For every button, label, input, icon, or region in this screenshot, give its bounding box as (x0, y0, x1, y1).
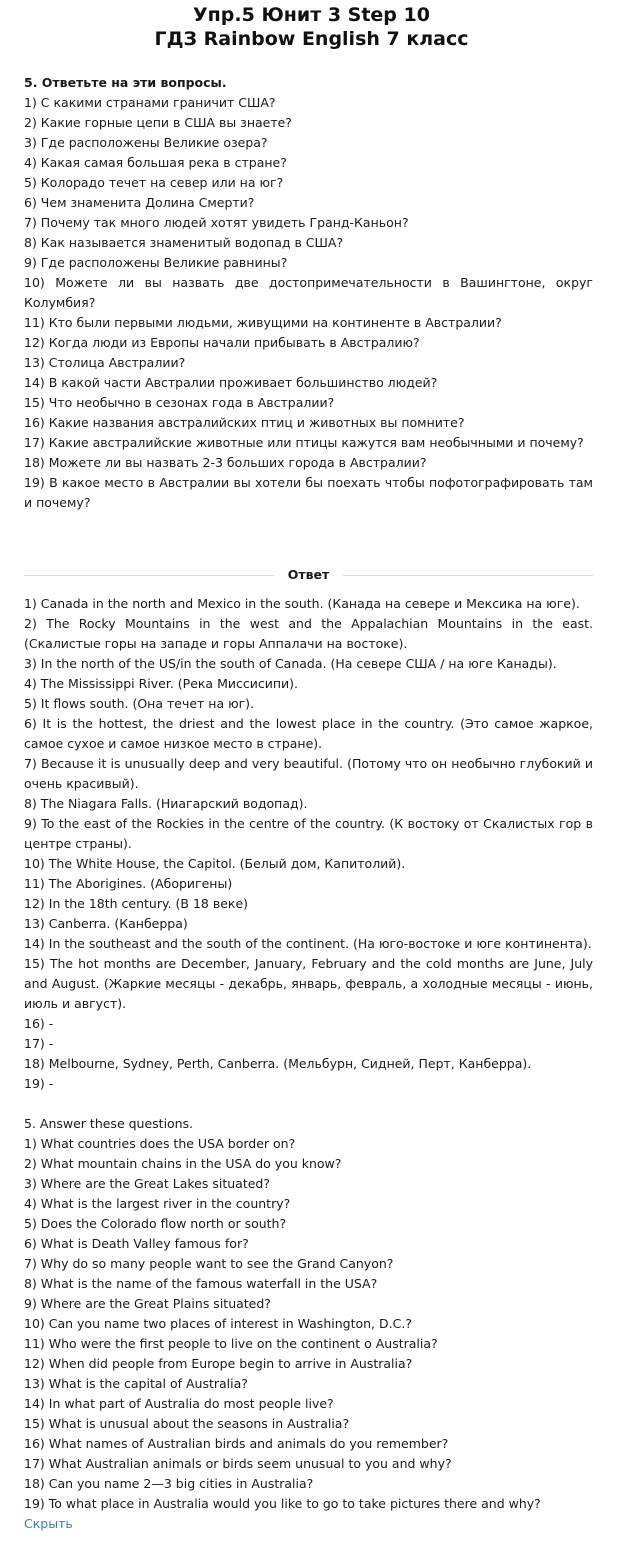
question-en: 16) What names of Australian birds and animals do you remember? (24, 1436, 449, 1451)
answer-item: 18) Melbourne, Sydney, Perth, Canberra. (Мельбурн, Сидней, Перт, Канберра). (24, 1056, 532, 1071)
question-en: 12) When did people from Europe begin to arrive in Australia? (24, 1356, 413, 1371)
answer-item: 12) In the 18th century. (В 18 веке) (24, 896, 249, 911)
answer-item: 13) Canberra. (Канберра) (24, 916, 188, 931)
question-ru: 9) Где расположены Великие равнины? (24, 255, 288, 270)
question-ru: 12) Когда люди из Европы начали прибывать в Австралию? (24, 335, 420, 350)
answer-item: 2) The Rocky Mountains in the west and the Appalachian Mountains in the east. (Скалистые горы на западе и горы Аппалачи на востоке). (24, 616, 593, 651)
question-en: 18) Can you name 2—3 big cities in Australia? (24, 1476, 314, 1491)
question-en: 6) What is Death Valley famous for? (24, 1236, 249, 1251)
question-ru: 18) Можете ли вы назвать 2-3 больших города в Австралии? (24, 455, 427, 470)
answer-item: 6) It is the hottest, the driest and the lowest place in the country. (Это самое жаркое, самое сухое и самое низкое место в стране). (24, 716, 593, 751)
answer-list (24, 594, 593, 1094)
question-en: 10) Can you name two places of interest in Washington, D.C.? (24, 1316, 412, 1331)
page-title-line-1: Упр.5 Юнит 3 Step 10 (193, 4, 430, 26)
answer-item: 19) - (24, 1076, 54, 1091)
divider-line-right (343, 575, 593, 576)
question-ru: 4) Какая самая большая река в стране? (24, 155, 287, 170)
task-ru (24, 73, 593, 513)
question-ru: 16) Какие названия австралийских птиц и животных вы помните? (24, 415, 465, 430)
question-en: 15) What is unusual about the seasons in Australia? (24, 1416, 350, 1431)
question-ru: 5) Колорадо течет на север или на юг? (24, 175, 284, 190)
answer-item: 4) The Mississippi River. (Река Миссисипи). (24, 676, 298, 691)
question-ru: 11) Кто были первыми людьми, живущими на континенте в Австралии? (24, 315, 502, 330)
answer-item: 15) The hot months are December, January, February and the cold months are June, July and August. (Жаркие месяцы - декабрь, январь, февраль, а холодные месяцы - июнь, июль и август). (24, 956, 593, 1011)
answer-item: 8) The Niagara Falls. (Ниагарский водопад). (24, 796, 308, 811)
answer-divider (24, 565, 593, 585)
question-en: 4) What is the largest river in the country? (24, 1196, 291, 1211)
question-ru: 8) Как называется знаменитый водопад в США? (24, 235, 344, 250)
answer-item: 14) In the southeast and the south of the continent. (На юго-востоке и юге континента). (24, 936, 592, 951)
question-ru: 19) В какое место в Австралии вы хотели бы поехать чтобы пофотографировать там и почему? (24, 475, 593, 510)
question-ru: 2) Какие горные цепи в США вы знаете? (24, 115, 292, 130)
question-ru: 1) С какими странами граничит США? (24, 95, 276, 110)
answer-item: 9) To the east of the Rockies in the centre of the country. (К востоку от Скалистых гор в центре страны). (24, 816, 593, 851)
question-en: 1) What countries does the USA border on? (24, 1136, 296, 1151)
question-ru: 6) Чем знаменита Долина Смерти? (24, 195, 255, 210)
question-en: 3) Where are the Great Lakes situated? (24, 1176, 270, 1191)
answer-label: Ответ (287, 567, 330, 582)
question-ru: 14) В какой части Австралии проживает большинство людей? (24, 375, 438, 390)
question-en: 8) What is the name of the famous waterfall in the USA? (24, 1276, 378, 1291)
task-en-heading: 5. Answer these questions. (24, 1116, 194, 1131)
question-en: 9) Where are the Great Plains situated? (24, 1296, 271, 1311)
answer-item: 3) In the north of the US/in the south of Canada. (На севере США / на юге Канады). (24, 656, 557, 671)
task-en (24, 1114, 593, 1514)
question-en: 14) In what part of Australia do most people live? (24, 1396, 334, 1411)
content (24, 73, 593, 1534)
question-ru: 10) Можете ли вы назвать две достопримечательности в Вашингтоне, округ Колумбия? (24, 275, 593, 310)
answer-item: 16) - (24, 1016, 54, 1031)
question-en: 2) What mountain chains in the USA do you know? (24, 1156, 342, 1171)
question-en: 13) What is the capital of Australia? (24, 1376, 248, 1391)
page-title-line-2: ГДЗ Rainbow English 7 класс (154, 28, 469, 50)
question-ru: 17) Какие австралийские животные или птицы кажутся вам необычными и почему? (24, 435, 584, 450)
answer-item: 5) It flows south. (Она течет на юг). (24, 696, 255, 711)
question-ru: 15) Что необычно в сезонах года в Австралии? (24, 395, 335, 410)
question-en: 19) To what place in Australia would you like to go to take pictures there and why? (24, 1496, 541, 1511)
hide-link[interactable]: Скрыть (24, 1516, 73, 1531)
answer-item: 1) Canada in the north and Mexico in the south. (Канада на севере и Мексика на юге). (24, 596, 580, 611)
question-en: 5) Does the Colorado flow north or south? (24, 1216, 287, 1231)
question-en: 11) Who were the first people to live on the continent o Australia? (24, 1336, 438, 1351)
page-title (0, 3, 623, 51)
answer-item: 11) The Aborigines. (Аборигены) (24, 876, 233, 891)
question-ru: 7) Почему так много людей хотят увидеть Гранд-Каньон? (24, 215, 409, 230)
answer-item: 10) The White House, the Capitol. (Белый дом, Капитолий). (24, 856, 406, 871)
answer-item: 7) Because it is unusually deep and very beautiful. (Потому что он необычно глубокий и очень красивый). (24, 756, 593, 791)
task-ru-heading: 5. Ответьте на эти вопросы. (24, 75, 227, 90)
question-ru: 3) Где расположены Великие озера? (24, 135, 268, 150)
question-ru: 13) Столица Австралии? (24, 355, 186, 370)
question-en: 7) Why do so many people want to see the Grand Canyon? (24, 1256, 394, 1271)
divider-line-left (24, 575, 274, 576)
answer-item: 17) - (24, 1036, 54, 1051)
question-en: 17) What Australian animals or birds seem unusual to you and why? (24, 1456, 452, 1471)
